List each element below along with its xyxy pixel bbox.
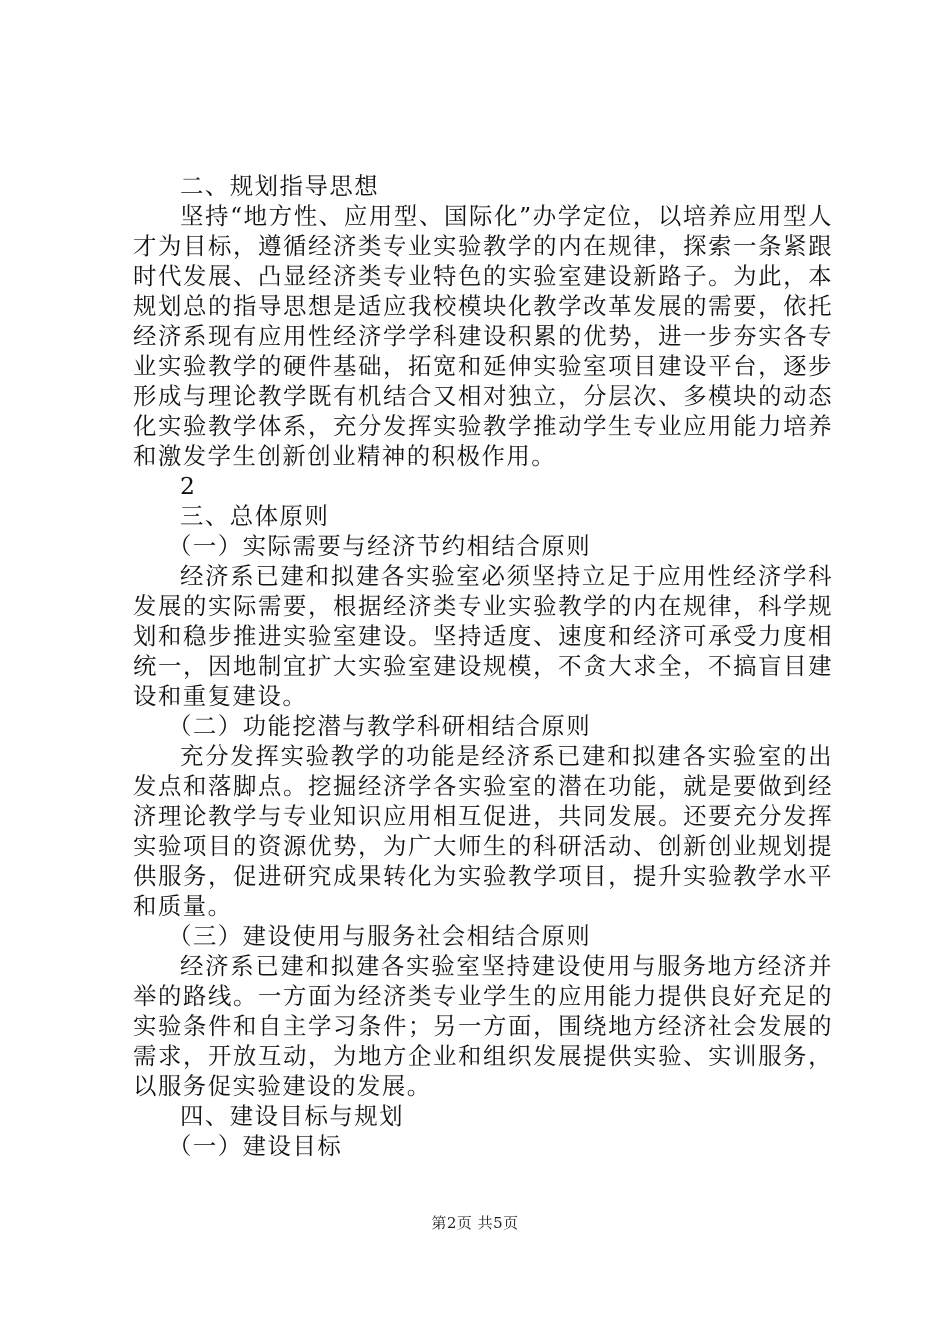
document-body	[133, 171, 833, 1161]
paragraph-principle-2: 充分发挥实验教学的功能是经济系已建和拟建各实验室的出发点和落脚点。挖掘经济学各实验室的潜在功能，就是要做到经济理论教学与专业知识应用相互促进，共同发展。还要充分发挥实验项目的资源优势，为广大师生的科研活动、创新创业规划提供服务，促进研究成果转化为实验教学项目，提升实验教学水平和质量。	[133, 742, 833, 920]
subheading-principle-2: （二）功能挖潜与教学科研相结合原则	[168, 712, 592, 740]
section-heading-overall-principles: 三、总体原则	[180, 502, 330, 530]
paragraph-principle-3: 经济系已建和拟建各实验室坚持建设使用与服务地方经济并举的路线。一方面为经济类专业学生的应用能力提供良好充足的实验条件和自主学习条件；另一方面，围绕地方经济社会发展的需求，开放互动，为地方企业和组织发展提供实验、实训服务，以服务促实验建设的发展。	[133, 952, 833, 1100]
inline-page-number: 2	[180, 472, 197, 500]
page-footer: 第2页 共5页	[431, 1214, 519, 1232]
subheading-construction-goals: （一）建设目标	[168, 1132, 343, 1160]
paragraph-guiding-ideology: 坚持“地方性、应用型、国际化”办学定位，以培养应用型人才为目标，遵循经济类专业实验教学的内在规律，探索一条紧跟时代发展、凸显经济类专业特色的实验室建设新路子。为此，本规划总的指导思想是适应我校模块化教学改革发展的需要，依托经济系现有应用性经济学学科建设积累的优势，进一步夯实各专业实验教学的硬件基础，拓宽和延伸实验室项目建设平台，逐步形成与理论教学既有机结合又相对独立，分层次、多模块的动态化实验教学体系，充分发挥实验教学推动学生专业应用能力培养和激发学生创新创业精神的积极作用。	[133, 202, 833, 470]
section-heading-guiding-ideology: 二、规划指导思想	[180, 172, 380, 200]
subheading-principle-3: （三）建设使用与服务社会相结合原则	[168, 922, 592, 950]
section-heading-goals-and-plan: 四、建设目标与规划	[180, 1102, 405, 1130]
paragraph-principle-1: 经济系已建和拟建各实验室必须坚持立足于应用性经济学科发展的实际需要，根据经济类专业实验教学的内在规律，科学规划和稳步推进实验室建设。坚持适度、速度和经济可承受力度相统一，因地制宜扩大实验室建设规模，不贪大求全，不搞盲目建设和重复建设。	[133, 562, 833, 710]
subheading-principle-1: （一）实际需要与经济节约相结合原则	[168, 532, 592, 560]
